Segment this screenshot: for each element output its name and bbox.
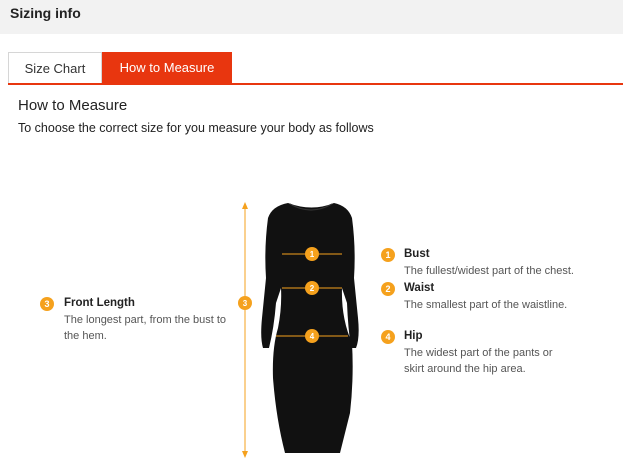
hip-name: Hip bbox=[404, 330, 423, 342]
waist-desc: The smallest part of the waistline. bbox=[404, 299, 568, 311]
front-length-label bbox=[64, 295, 244, 344]
length-marker-number: 3 bbox=[242, 299, 248, 308]
front-length-badge: 3 bbox=[40, 297, 54, 311]
dress-body bbox=[261, 203, 358, 453]
length-arrow-bottom bbox=[242, 451, 248, 458]
dress-figure bbox=[230, 198, 370, 460]
header-title: Sizing info bbox=[10, 5, 81, 21]
sizing-info-header bbox=[0, 0, 623, 34]
waist-badge: 2 bbox=[381, 282, 395, 296]
waist-name: Waist bbox=[404, 282, 435, 294]
bust-desc: The fullest/widest part of the chest. bbox=[404, 265, 574, 277]
hip-label bbox=[404, 328, 614, 377]
tab-underline bbox=[8, 83, 623, 85]
bust-name: Bust bbox=[404, 248, 430, 260]
bust-badge: 1 bbox=[381, 248, 395, 262]
bust-label bbox=[404, 246, 614, 279]
waist-marker-number: 2 bbox=[309, 284, 315, 293]
hip-badge: 4 bbox=[381, 330, 395, 344]
bust-marker-number: 1 bbox=[309, 250, 315, 259]
section-subtitle: To choose the correct size for you measure your body as follows bbox=[18, 121, 374, 135]
tab-how-to-measure[interactable]: How to Measure bbox=[102, 52, 232, 84]
hip-desc-2: skirt around the hip area. bbox=[404, 363, 526, 375]
tab-size-chart[interactable]: Size Chart bbox=[8, 52, 102, 84]
waist-label bbox=[404, 280, 614, 313]
section-title: How to Measure bbox=[18, 97, 128, 114]
front-length-name: Front Length bbox=[64, 297, 135, 309]
front-length-desc-1: The longest part, from the bust to bbox=[64, 314, 227, 326]
length-arrow-top bbox=[242, 202, 248, 209]
hip-desc-1: The widest part of the pants or bbox=[404, 347, 553, 359]
front-length-desc-2: the hem. bbox=[64, 330, 107, 342]
hip-marker-number: 4 bbox=[309, 332, 315, 341]
